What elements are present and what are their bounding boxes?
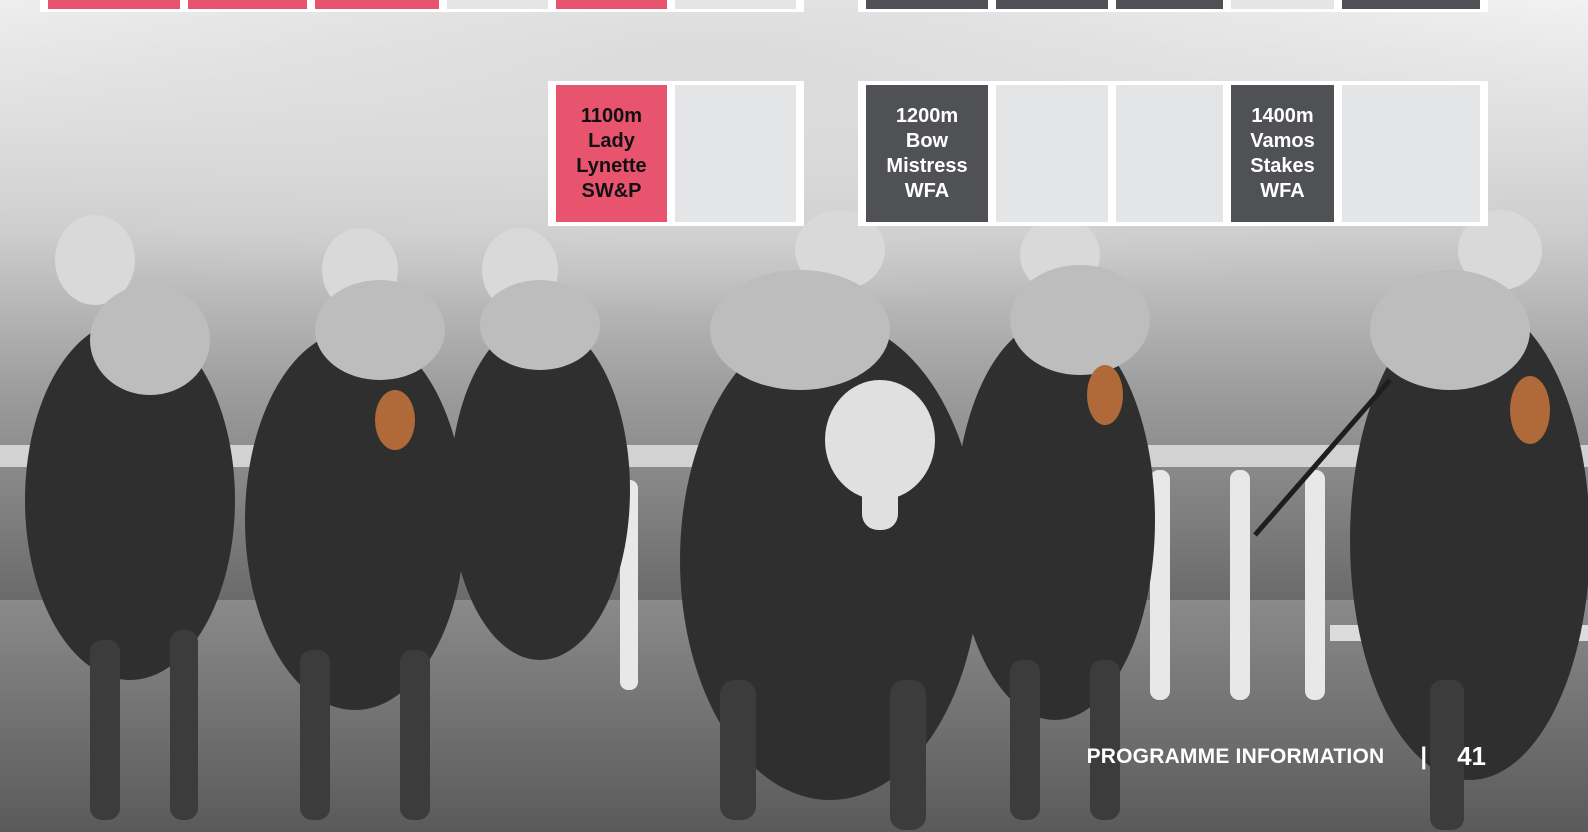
race-cell-empty [675, 85, 796, 222]
top-left-cell [315, 0, 439, 9]
race-condition: WFA [904, 179, 950, 202]
race-cell-lady-lynette [556, 85, 667, 222]
race-cell-vamos-stakes [1231, 85, 1334, 222]
top-left-cell [188, 0, 307, 9]
page-footer [1087, 741, 1486, 772]
race-name-line: Lady [588, 129, 635, 152]
top-left-cell [675, 0, 796, 9]
race-name-line: Mistress [886, 154, 968, 177]
top-left-table-strip [40, 0, 804, 12]
top-right-cell [996, 0, 1108, 9]
race-cell-bow-mistress [866, 85, 988, 222]
top-right-cell [1116, 0, 1223, 9]
race-cell-empty [1342, 85, 1480, 222]
top-left-cell [556, 0, 667, 9]
section-title: PROGRAMME INFORMATION [1086, 744, 1385, 768]
race-distance: 1200m [895, 104, 959, 127]
top-right-cell [866, 0, 988, 9]
top-right-cell [1342, 0, 1480, 9]
top-left-cell [48, 0, 180, 9]
race-name-line: Lynette [576, 154, 647, 177]
race-name-line: Vamos [1250, 129, 1315, 152]
footer-separator: | [1420, 742, 1428, 770]
top-right-cell [1231, 0, 1334, 9]
race-condition: WFA [1260, 179, 1305, 202]
race-distance: 1100m [580, 104, 643, 127]
race-row-left [548, 81, 804, 226]
race-distance: 1400m [1251, 104, 1314, 127]
top-right-table-strip [858, 0, 1488, 12]
race-condition: SW&P [581, 179, 642, 202]
race-cell-empty [1116, 85, 1223, 222]
race-row-right [858, 81, 1488, 226]
race-name-line: Stakes [1250, 154, 1315, 177]
top-left-cell [447, 0, 548, 9]
race-name-line: Bow [905, 129, 949, 152]
page-number: 41 [1457, 741, 1486, 771]
race-cell-empty [996, 85, 1108, 222]
